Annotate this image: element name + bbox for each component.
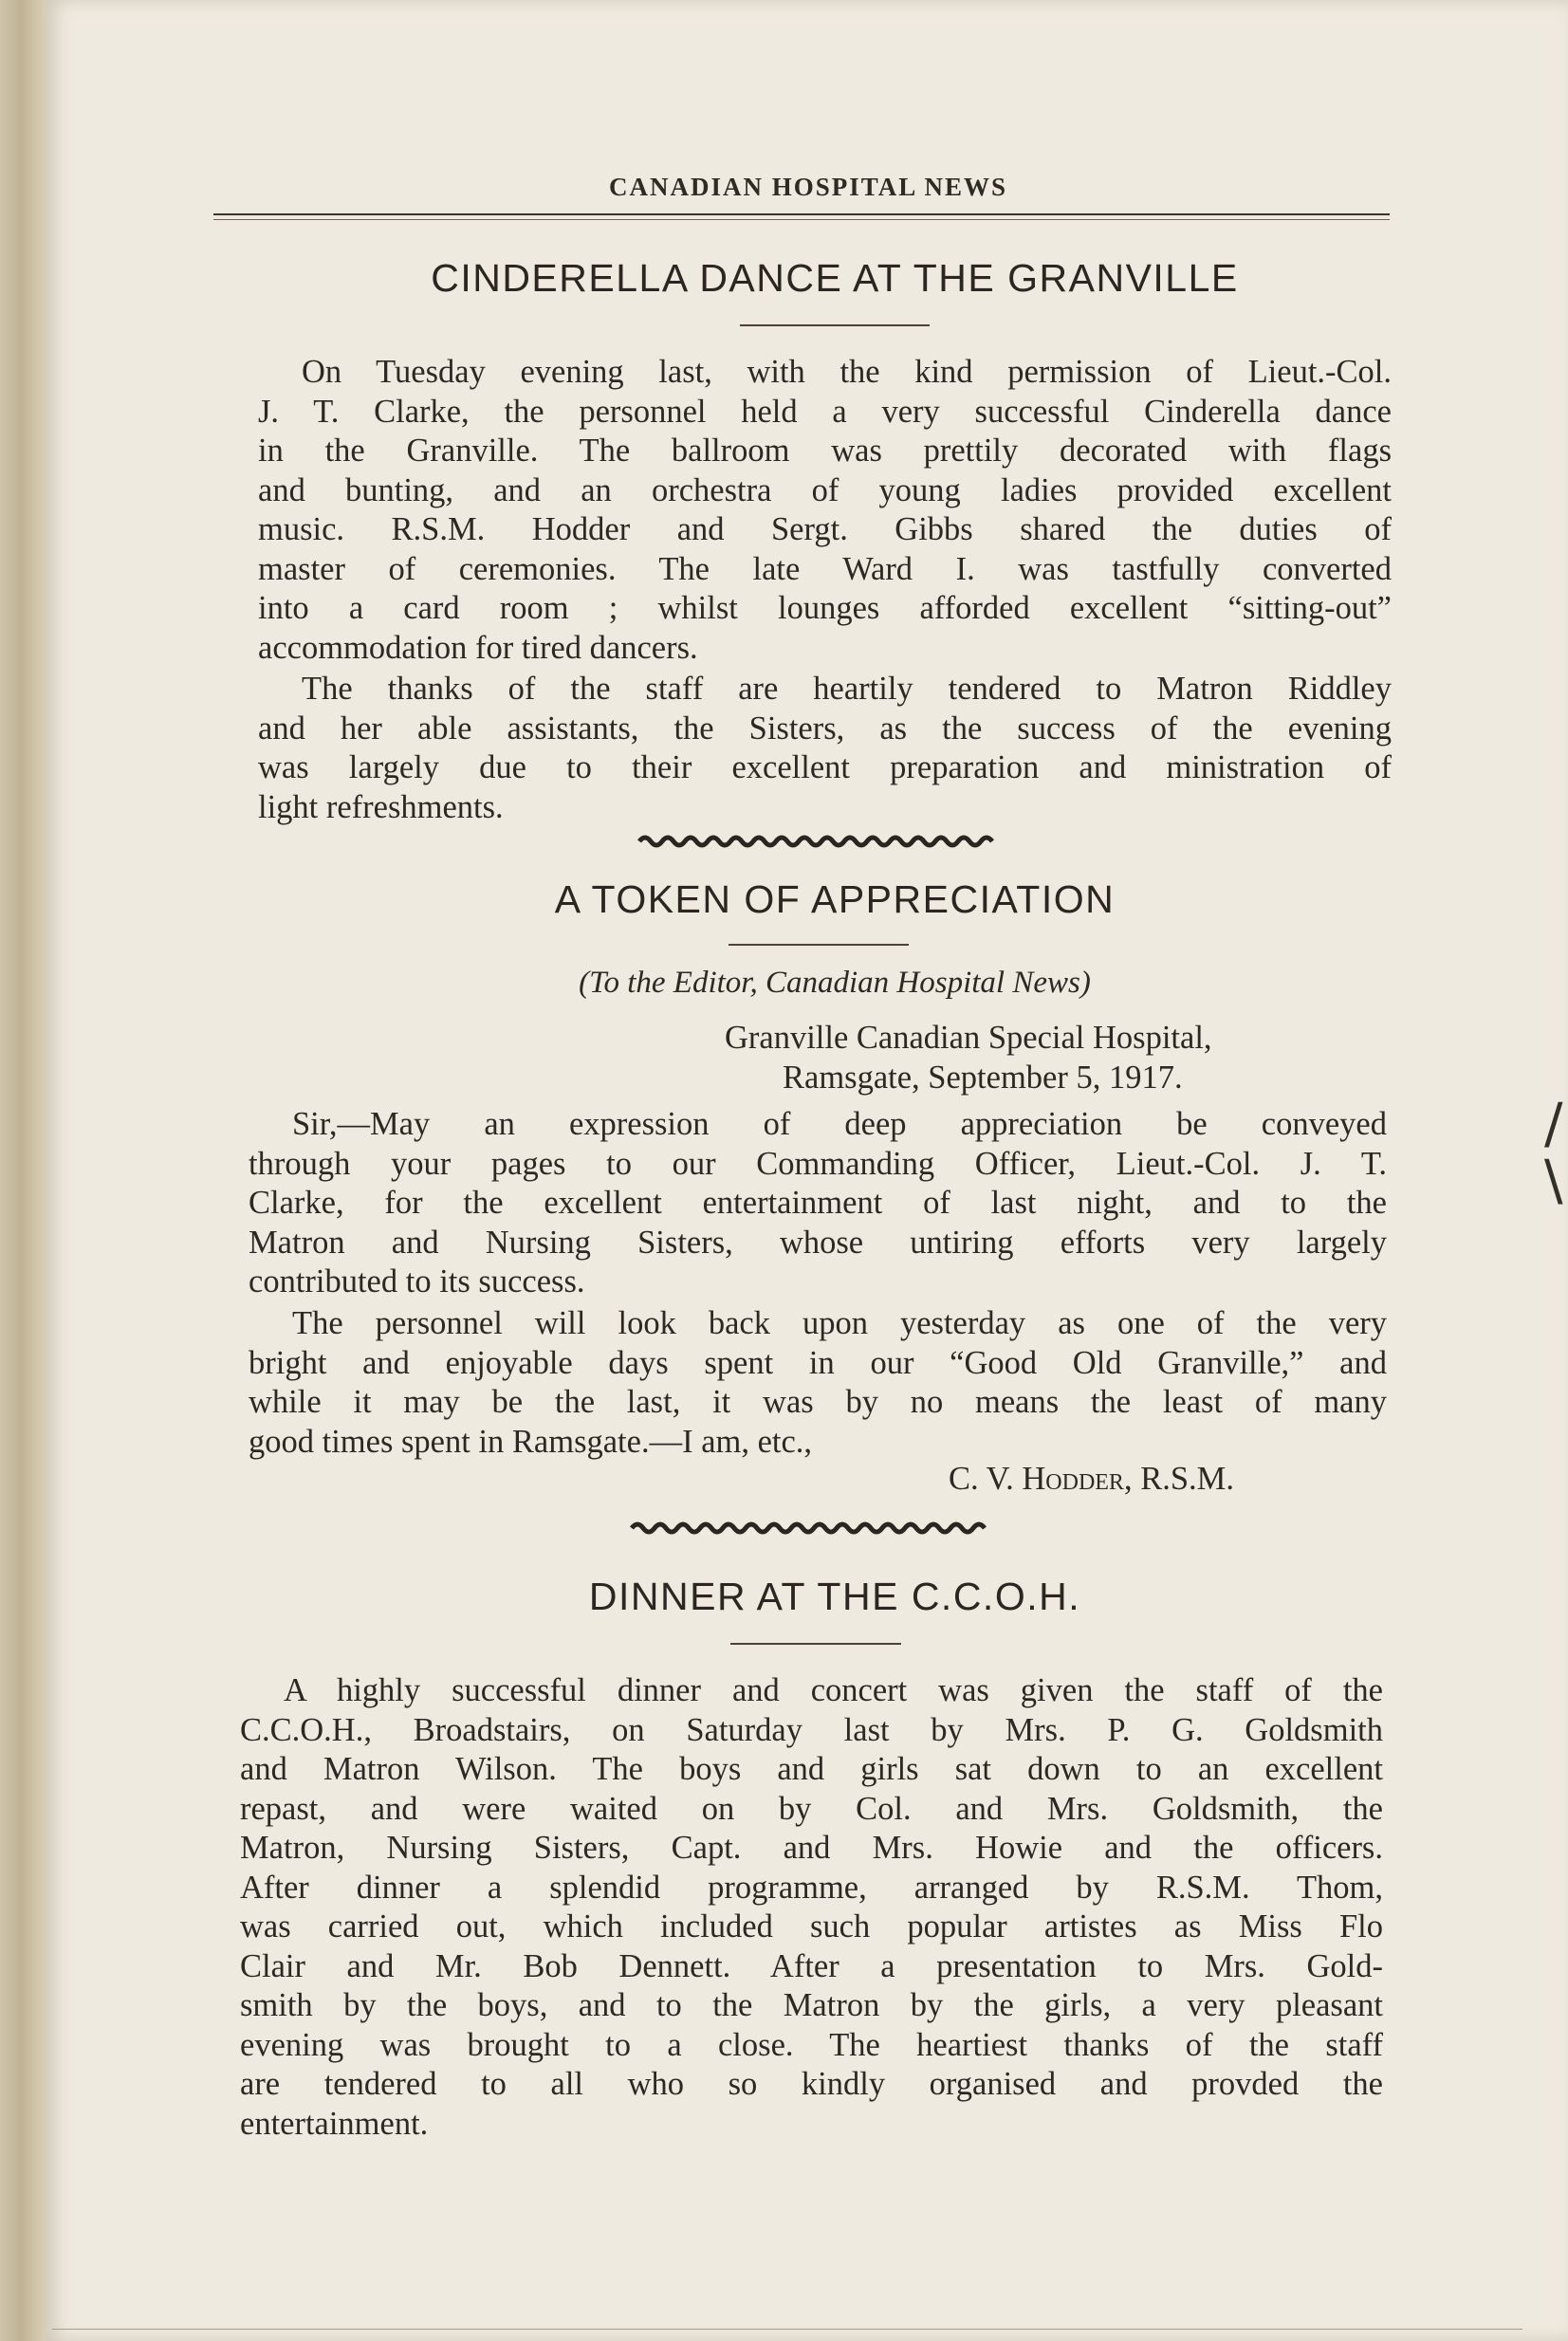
text-line: good times spent in Ramsgate.—I am, etc., <box>249 1423 813 1460</box>
text-line: into a card room ; whilst lounges afforded excellent “sitting-out” <box>258 590 1392 626</box>
margin-mark-backslash: \ <box>1544 1148 1563 1212</box>
wavy-divider <box>630 1520 990 1537</box>
text-line: and bunting, and an orchestra of young ladies provided excellent <box>258 471 1392 508</box>
page-bottom-edge <box>52 2329 1522 2330</box>
text-line: smith by the boys, and to the Matron by the girls, a very pleasant <box>240 1987 1383 2023</box>
text-line: Matron and Nursing Sisters, whose untiring efforts very largely <box>249 1224 1387 1261</box>
article-title-cinderella: CINDERELLA DANCE AT THE GRANVILLE <box>431 256 1239 300</box>
text-line: C.C.O.H., Broadstairs, on Saturday last by Mrs. P. G. Goldsmith <box>240 1711 1383 1748</box>
article1-paragraph2 <box>258 670 1392 827</box>
address-line-2: Ramsgate, September 5, 1917. <box>783 1060 1183 1096</box>
text-line: accommodation for tired dancers. <box>258 629 698 666</box>
text-line: Clair and Mr. Bob Dennett. After a presentation to Mrs. Gold- <box>240 1947 1383 1984</box>
article-title-dinner: DINNER AT THE C.C.O.H. <box>588 1575 1081 1618</box>
text-line: light refreshments. <box>258 788 504 825</box>
text-line: master of ceremonies. The late Ward I. was tastfully converted <box>258 550 1392 587</box>
text-line: was largely due to their excellent preparation and ministration of <box>258 749 1392 785</box>
text-line: entertainment. <box>240 2105 429 2142</box>
text-line: After dinner a splendid programme, arranged by R.S.M. Thom, <box>240 1869 1383 1906</box>
text-line: Sir,—May an expression of deep appreciation be conveyed <box>292 1106 1387 1142</box>
text-line: bright and enjoyable days spent in our “Good Old Granville,” and <box>249 1344 1387 1381</box>
text-line: through your pages to our Commanding Officer, Lieut.-Col. J. T. <box>249 1145 1387 1182</box>
book-spine-edge <box>0 0 46 2341</box>
signature-initials: C. V. <box>949 1461 1023 1497</box>
signature-name: Hodder <box>1022 1461 1124 1497</box>
text-line: music. R.S.M. Hodder and Sergt. Gibbs shared the duties of <box>258 511 1392 547</box>
text-line: The thanks of the staff are heartily tendered to Matron Riddley <box>302 671 1392 707</box>
text-line: contributed to its success. <box>249 1263 585 1300</box>
text-line: Matron, Nursing Sisters, Capt. and Mrs. Howie and the officers. <box>240 1830 1383 1866</box>
margin-mark-slash: / <box>1544 1091 1563 1155</box>
text-line: evening was brought to a close. The heartiest thanks of the staff <box>240 2026 1383 2063</box>
address-line-1: Granville Canadian Special Hospital, <box>725 1020 1212 1056</box>
text-line: The personnel will look back upon yesterday as one of the very <box>292 1305 1387 1341</box>
title-underline <box>729 944 909 946</box>
article2-paragraph1 <box>249 1105 1387 1302</box>
text-line: in the Granville. The ballroom was prettily decorated with flags <box>258 433 1392 469</box>
running-head: CANADIAN HOSPITAL NEWS <box>608 173 1008 201</box>
header-rule <box>213 213 1390 215</box>
text-line: are tendered to all who so kindly organised and provded the <box>240 2066 1383 2102</box>
title-underline <box>730 1643 901 1645</box>
text-line: A highly successful dinner and concert was given the staff of the <box>284 1672 1383 1708</box>
title-underline <box>740 324 930 326</box>
article-title-appreciation: A TOKEN OF APPRECIATION <box>554 877 1116 921</box>
wavy-divider <box>637 833 998 850</box>
text-line: and Matron Wilson. The boys and girls sat down to an excellent <box>240 1751 1383 1787</box>
article3-paragraph1 <box>240 1671 1383 2144</box>
article1-paragraph1 <box>258 353 1392 668</box>
editor-note-suffix: ) <box>1079 966 1091 1000</box>
text-line: was carried out, which included such popular artistes as Miss Flo <box>240 1908 1383 1945</box>
editor-note <box>247 966 1423 1001</box>
text-line: and her able assistants, the Sisters, as the success of the evening <box>258 710 1392 747</box>
text-line: while it may be the last, it was by no means the least of many <box>249 1384 1387 1420</box>
header-rule-thin <box>213 219 1390 220</box>
newspaper-name: Canadian Hospital News <box>765 966 1080 1000</box>
editor-note-prefix: (To the Editor, <box>579 966 766 1000</box>
text-line: Clarke, for the excellent entertainment of last night, and to the <box>249 1185 1387 1221</box>
text-line: On Tuesday evening last, with the kind permission of Lieut.-Col. <box>302 354 1392 390</box>
signature <box>949 1461 1234 1498</box>
text-line: repast, and were waited on by Col. and Mrs. Goldsmith, the <box>240 1790 1383 1827</box>
text-line: J. T. Clarke, the personnel held a very successful Cinderella dance <box>258 393 1392 430</box>
signature-rank: , R.S.M. <box>1123 1461 1234 1497</box>
article2-paragraph2 <box>249 1304 1387 1462</box>
